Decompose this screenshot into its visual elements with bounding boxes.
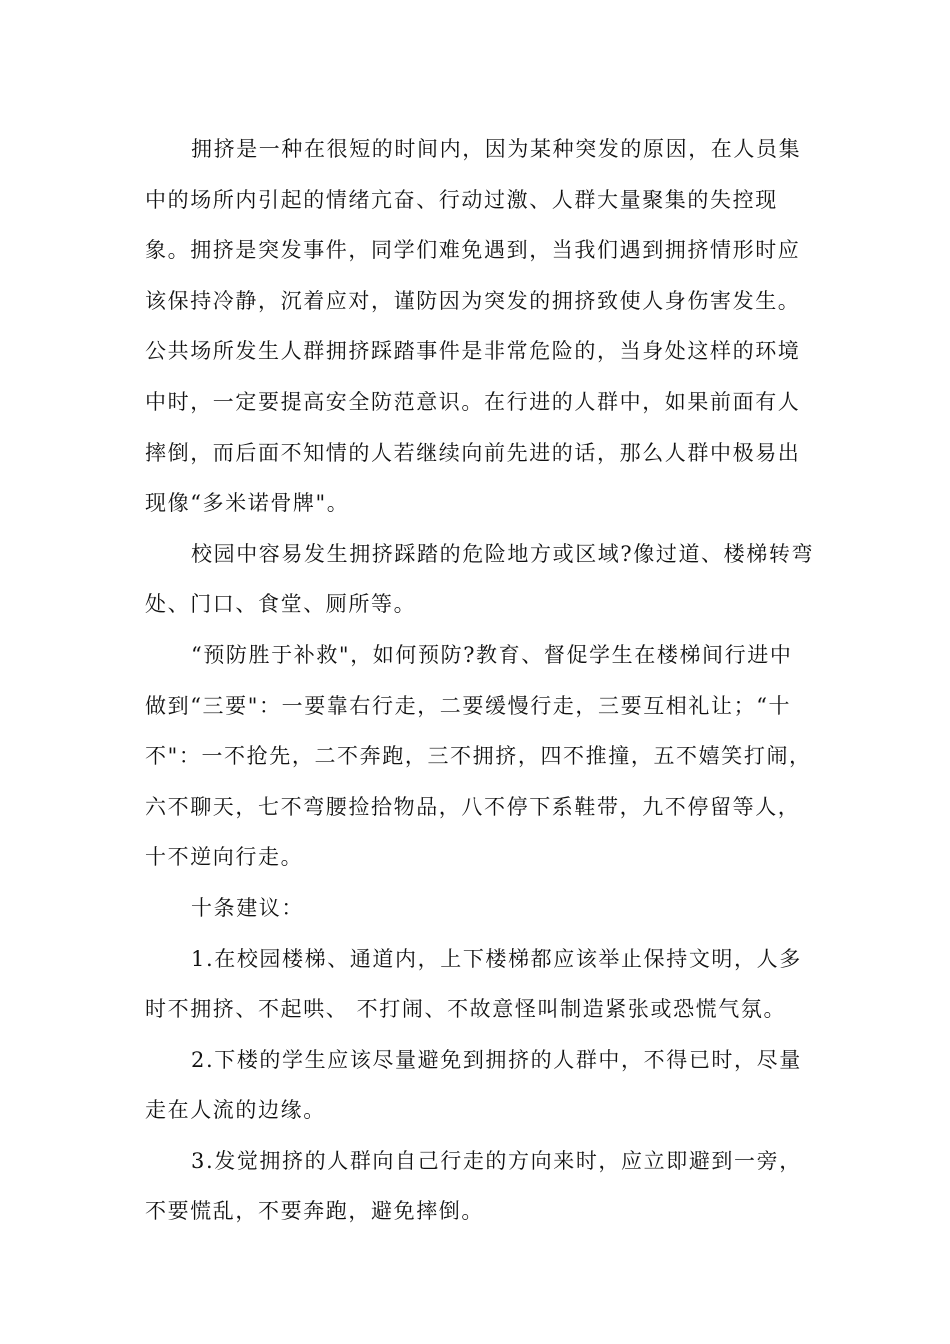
- text-line: 公共场所发生人群拥挤踩踏事件是非常危险的，当身处这样的环境: [145, 339, 801, 364]
- text-line: 不"：一不抢先，二不奔跑，三不拥挤，四不推撞，五不嬉笑打闹，: [145, 744, 812, 769]
- text-line: 摔倒，而后面不知情的人若继续向前先进的话，那么人群中极易出: [145, 440, 801, 465]
- text-line: 处、门口、食堂、厕所等。: [145, 592, 417, 617]
- text-line: 校园中容易发生拥挤踩踏的危险地方或区域?像过道、楼梯转弯: [191, 541, 815, 566]
- document-body: [145, 124, 815, 1237]
- text-line: 时不拥挤、不起哄、 不打闹、不故意怪叫制造紧张或恐慌气氛。: [145, 997, 787, 1022]
- text-line: 3.发觉拥挤的人群向自己行走的方向来时，应立即避到一旁，: [191, 1148, 802, 1173]
- text-line: 不要慌乱，不要奔跑，避免摔倒。: [145, 1199, 484, 1224]
- text-line: 十不逆向行走。: [145, 845, 304, 870]
- text-line: 现像“多米诺骨牌"。: [145, 491, 350, 516]
- text-line: 六不聊天，七不弯腰捡拾物品，八不停下系鞋带，九不停留等人，: [145, 794, 801, 819]
- text-line: 2.下楼的学生应该尽量避免到拥挤的人群中，不得已时，尽量: [191, 1047, 802, 1072]
- text-line: 拥挤是一种在很短的时间内，因为某种突发的原因，在人员集: [191, 137, 802, 161]
- text-line: 象。拥挤是突发事件，同学们难免遇到，当我们遇到拥挤情形时应: [145, 238, 801, 263]
- text-line: 十条建议：: [191, 895, 304, 920]
- text-line: 做到“三要"：一要靠右行走，二要缓慢行走，三要互相礼让；“十: [145, 693, 792, 718]
- text-line: 1.在校园楼梯、通道内，上下楼梯都应该举止保持文明，人多: [191, 946, 802, 971]
- text-line: 中时，一定要提高安全防范意识。在行进的人群中，如果前面有人: [145, 389, 801, 414]
- text-line: 中的场所内引起的情绪亢奋、行动过激、人群大量聚集的失控现: [145, 187, 778, 212]
- text-line: 该保持冷静，沉着应对，谨防因为突发的拥挤致使人身伤害发生。: [145, 288, 801, 313]
- text-line: “预防胜于补救"，如何预防?教育、督促学生在楼梯间行进中: [191, 642, 793, 667]
- text-line: 走在人流的边缘。: [145, 1098, 326, 1123]
